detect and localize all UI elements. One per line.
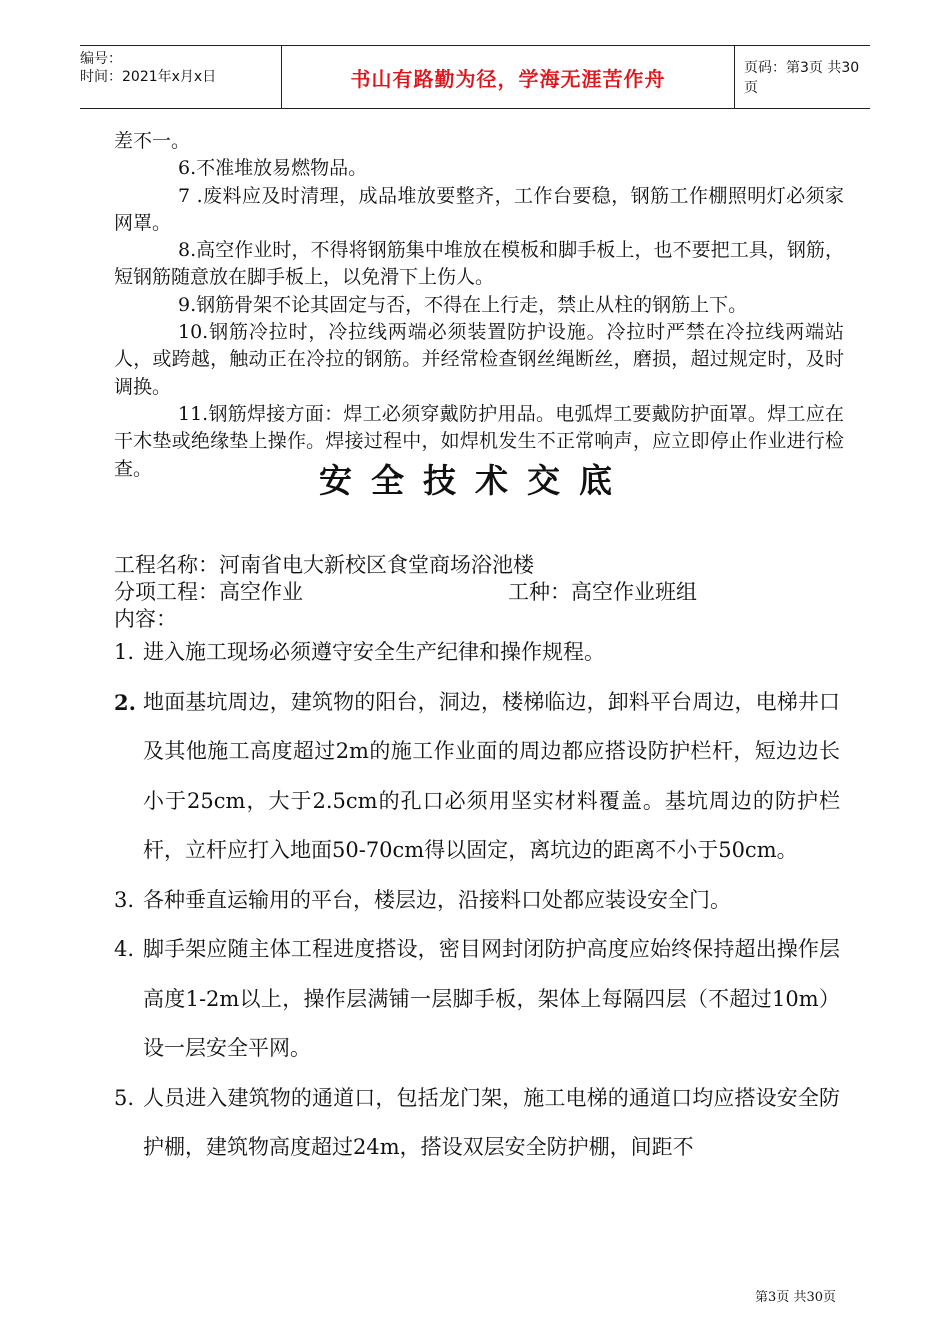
item-text: 人员进入建筑物的通道口，包括龙门架，施工电梯的通道口均应搭设安全防护棚，建筑物高度超过24m，搭设双层安全防护棚，间距不: [143, 1085, 840, 1159]
item-text: 脚手架应随主体工程进度搭设，密目网封闭防护高度应始终保持超出操作层高度1-2m以上，操作层满铺一层脚手板，架体上每隔四层（不超过10m）设一层安全平网。: [143, 937, 840, 1060]
header-motto-cell: [281, 46, 735, 108]
paragraph: 9.钢筋骨架不论其固定与否，不得在上行走，禁止从柱的钢筋上下。: [178, 293, 748, 316]
safety-items: [114, 628, 840, 1173]
item-number: 4.: [114, 937, 135, 961]
item-number: 3.: [114, 887, 135, 912]
list-item: [114, 628, 840, 678]
document-title: 安全技术交底: [319, 461, 631, 500]
item-number: 1.: [114, 640, 135, 664]
project-name: 工程名称：河南省电大新校区食堂商场浴池楼: [114, 553, 534, 577]
page-label: 页码：第3页 共30页: [744, 60, 860, 96]
paragraph: 10.钢筋冷拉时，冷拉线两端必须装置防护设施。冷拉时严禁在冷拉线两端站人，或跨越，触动正在冷拉的钢筋。并经常检查钢丝绳断丝，磨损，超过规定时，及时调换。: [114, 321, 844, 398]
item-number: 2.: [114, 689, 136, 715]
number-label: 编号：: [80, 51, 122, 67]
list-item: [114, 678, 840, 876]
motto: 书山有路勤为径，学海无涯苦作舟: [350, 66, 666, 91]
top-paragraphs: [114, 128, 844, 483]
list-item: [114, 925, 840, 1074]
page-footer: 第3页 共30页: [755, 1290, 836, 1305]
project-meta: [114, 552, 844, 633]
trade-name: 工种：高空作业班组: [508, 580, 697, 604]
list-item: [114, 876, 840, 926]
page-header: [80, 45, 870, 109]
header-info-cell: [80, 46, 280, 108]
subproject-name: 分项工程：高空作业: [114, 580, 303, 604]
paragraph: 11.钢筋焊接方面：焊工必须穿戴防护用品。电弧焊工要戴防护面罩。焊工应在干木垫或绝缘垫上操作。焊接过程中，如焊机发生不正常响声，应立即停止作业进行检查。: [114, 402, 844, 480]
content-label: 内容：: [114, 607, 177, 631]
paragraph: 7 .废料应及时清理，成品堆放要整齐，工作台要稳，钢筋工作棚照明灯必须家网罩。: [114, 184, 844, 234]
item-text: 各种垂直运输用的平台，楼层边，沿接料口处都应装设安全门。: [143, 887, 731, 912]
list-item: [114, 1074, 840, 1173]
subproject-row: [114, 579, 844, 606]
item-text: 地面基坑周边，建筑物的阳台，洞边，楼梯临边，卸料平台周边，电梯井口及其他施工高度超过2m的施工作业面的周边都应搭设防护栏杆，短边边长小于25cm，大于2.5cm的孔口必须用坚实材料覆盖。基坑周边的防护栏杆，立杆应打入地面50-70cm得以固定，离坑边的距离不小于50cm。: [143, 689, 840, 862]
item-number: 5.: [114, 1085, 135, 1110]
paragraph: 6.不准堆放易燃物品。: [178, 157, 368, 180]
item-text: 进入施工现场必须遵守安全生产纪律和操作规程。: [143, 640, 605, 664]
paragraph: 差不一。: [114, 130, 191, 152]
time-label: 时间：2021年x月x日: [80, 69, 217, 85]
paragraph: 8.高空作业时，不得将钢筋集中堆放在模板和脚手板上，也不要把工具，钢筋，短钢筋随意放在脚手板上，以免滑下上伤人。: [114, 239, 844, 289]
header-page-cell: [735, 46, 870, 108]
